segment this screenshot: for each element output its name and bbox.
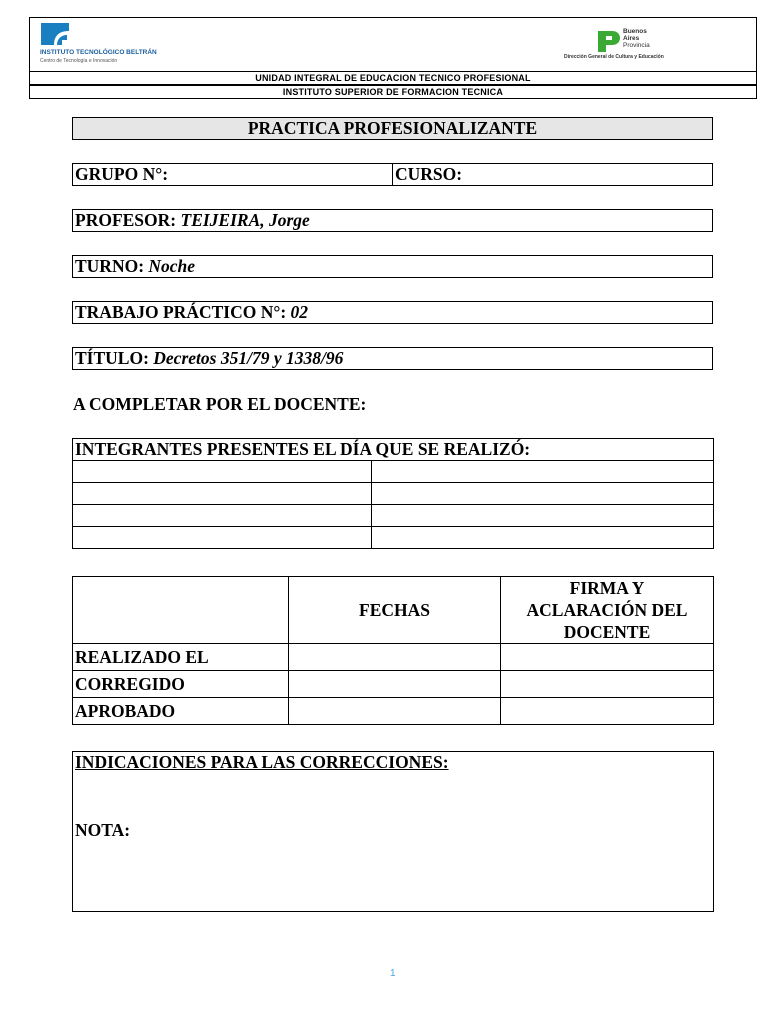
corregido-firma-cell[interactable] xyxy=(501,671,714,698)
form-title: PRACTICA PROFESIONALIZANTE xyxy=(72,117,713,140)
docente-heading: A COMPLETAR POR EL DOCENTE: xyxy=(73,394,367,414)
fechas-corner-cell xyxy=(73,577,289,644)
tp-value: 02 xyxy=(290,302,309,322)
realizado-fecha-cell[interactable] xyxy=(289,644,501,671)
integrante-cell[interactable] xyxy=(73,483,372,505)
unit-line: UNIDAD INTEGRAL DE EDUCACION TECNICO PROFESIONAL xyxy=(29,71,757,85)
turno-label: TURNO: xyxy=(75,256,145,276)
province-direction: Dirección General de Cultura y Educación xyxy=(564,54,664,60)
aprobado-firma-cell[interactable] xyxy=(501,698,714,725)
realizado-firma-cell[interactable] xyxy=(501,644,714,671)
firma-header: FIRMA Y ACLARACIÓN DEL DOCENTE xyxy=(501,577,714,644)
grupo-field[interactable] xyxy=(73,164,393,185)
institute-tagline: Centro de Tecnología e Innovación xyxy=(40,58,118,64)
province-logo xyxy=(564,28,702,64)
integrante-cell[interactable] xyxy=(73,505,372,527)
profesor-field[interactable] xyxy=(72,209,713,232)
curso-label: CURSO: xyxy=(395,164,463,184)
indicaciones-label: INDICACIONES PARA LAS CORRECCIONES: xyxy=(75,752,449,772)
tp-label: TRABAJO PRÁCTICO N°: xyxy=(75,302,287,322)
integrantes-table xyxy=(72,438,714,549)
row-label-corregido: CORREGIDO xyxy=(73,671,289,698)
curso-field[interactable] xyxy=(393,164,712,185)
profesor-label: PROFESOR: xyxy=(75,210,177,230)
row-label-realizado: REALIZADO EL xyxy=(73,644,289,671)
province-line3: Provincia xyxy=(623,42,650,49)
integrante-cell[interactable] xyxy=(73,461,372,483)
titulo-value: Decretos 351/79 y 1338/96 xyxy=(153,348,344,368)
page-number: 1 xyxy=(390,968,396,979)
fechas-header: FECHAS xyxy=(289,577,501,644)
institute-logo xyxy=(35,19,185,69)
titulo-label: TÍTULO: xyxy=(75,348,149,368)
province-line2: Aires xyxy=(623,35,640,42)
institute-line: INSTITUTO SUPERIOR DE FORMACION TECNICA xyxy=(29,85,757,99)
indicaciones-box[interactable] xyxy=(72,751,714,912)
province-p-icon xyxy=(596,28,622,54)
aprobado-fecha-cell[interactable] xyxy=(289,698,501,725)
institute-name: INSTITUTO TECNOLÓGICO BELTRÁN xyxy=(40,49,157,56)
turno-value: Noche xyxy=(148,256,196,276)
fechas-table xyxy=(72,576,714,725)
integrante-cell[interactable] xyxy=(73,527,372,549)
profesor-value: TEIJEIRA, Jorge xyxy=(180,210,310,230)
integrante-cell[interactable] xyxy=(372,527,714,549)
province-line1: Buenos xyxy=(623,28,647,35)
grupo-curso-row xyxy=(72,163,713,186)
tp-field[interactable] xyxy=(72,301,713,324)
grupo-label: GRUPO N°: xyxy=(75,164,169,184)
titulo-field[interactable] xyxy=(72,347,713,370)
turno-field[interactable] xyxy=(72,255,713,278)
integrantes-heading: INTEGRANTES PRESENTES EL DÍA QUE SE REALIZÓ: xyxy=(73,439,714,461)
integrante-cell[interactable] xyxy=(372,461,714,483)
nota-label: NOTA: xyxy=(75,820,131,840)
corregido-fecha-cell[interactable] xyxy=(289,671,501,698)
row-label-aprobado: APROBADO xyxy=(73,698,289,725)
integrante-cell[interactable] xyxy=(372,483,714,505)
integrante-cell[interactable] xyxy=(372,505,714,527)
